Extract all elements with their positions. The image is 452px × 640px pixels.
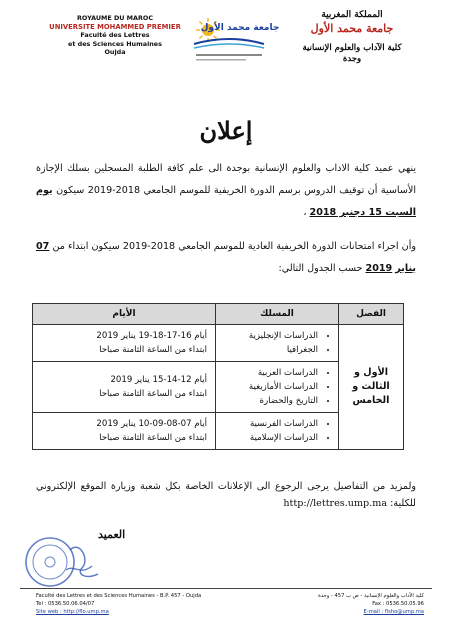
announcement-paragraph-1 — [36, 158, 416, 224]
header-faculty-fr: Faculté des Lettres — [80, 31, 150, 40]
header-faculty-ar-line2: وجدة — [342, 54, 362, 64]
footer-tel: Tel : 0536.50.06.04/07 — [36, 601, 95, 607]
table-header-row — [33, 304, 404, 325]
track-item: • الدراسات الفرنسية — [222, 417, 318, 431]
track-item: • الدراسات الأمازيغية — [222, 380, 318, 394]
footer-email-link[interactable]: E-mail : flsho@ump.ma — [363, 609, 424, 615]
footer-website-link[interactable]: Site web : http://flo.ump.ma — [36, 609, 109, 615]
more-info-text: ولمزيد من التفاصيل يرجى الرجوع الى الإعلانات الخاصة بكل شعبة وزيارة الموقع الإلكتروني للكلية: — [36, 481, 416, 509]
header-track: المسلك — [216, 304, 339, 325]
days-cell — [33, 413, 216, 450]
logo-caption: جامعة محمد الأول — [200, 23, 280, 33]
page-title: إعلان — [199, 116, 253, 145]
header-arabic — [282, 10, 422, 65]
footer-address-fr: Faculté des Lettres et des Sciences Humaines - B.P. 457 - Oujda — [36, 593, 202, 599]
table-row — [33, 325, 404, 362]
header-french — [36, 14, 194, 57]
header-university-ar: جامعة محمد الأول — [310, 22, 394, 35]
exam-schedule-table — [32, 303, 404, 450]
footer-address-ar: كلية الآداب والعلوم الإنسانية - ص ب 457 - وجدة — [318, 593, 424, 599]
exam-days: أيام 12-14-15 يناير 2019 — [110, 375, 207, 385]
dean-signature-label: العميد — [98, 528, 126, 541]
footer-arabic — [318, 592, 424, 616]
header-semester: الفصل — [339, 304, 404, 325]
university-logo — [192, 14, 280, 66]
header-faculty-ar — [282, 43, 422, 65]
paragraph-2-end: حسب الجدول التالي: — [278, 263, 366, 274]
days-cell — [33, 362, 216, 413]
header-days: الأيام — [33, 304, 216, 325]
stamp-icon — [20, 530, 102, 590]
exam-time: ابتداء من الساعة الثامنة صباحا — [99, 389, 207, 399]
header-faculty-fr-2: et des Sciences Humaines — [68, 39, 162, 48]
exam-start-day: 07 — [36, 241, 50, 252]
paragraph-2-text: وأن اجراء امتحانات الدورة الخريفية العادية للموسم الجامعي 2018-2019 سيكون ابتداء من — [49, 241, 416, 252]
track-item: • الدراسات الإنجليزية — [222, 329, 318, 343]
track-item: • التاريخ والحضارة — [222, 394, 318, 408]
exam-time: ابتداء من الساعة الثامنة صباحا — [99, 345, 207, 355]
semester-cell: الأول و الثالث و الخامس — [339, 325, 404, 450]
paragraph-1-text: ينهي عميد كلية الاداب والعلوم الإنسانية بوجدة الى علم كافة الطلبة المسجلين بسلك الإجازة الأساسية أن توقيف الدروس برسم الدورة الخريفية للموسم الجامعي 2018-2019 سيكون — [36, 163, 417, 196]
header-university-fr: UNIVERSITE MOHAMMED PREMIER — [49, 22, 181, 31]
exam-start-month: يناير — [395, 263, 416, 274]
track-cell — [216, 362, 339, 413]
track-cell — [216, 325, 339, 362]
exam-time: ابتداء من الساعة الثامنة صباحا — [99, 433, 207, 443]
days-cell — [33, 325, 216, 362]
track-item: • الدراسات الإسلامية — [222, 431, 318, 445]
track-cell — [216, 413, 339, 450]
header-kingdom-ar: المملكة المغربية — [321, 10, 383, 20]
more-info-paragraph — [36, 478, 416, 512]
announcement-paragraph-2 — [36, 236, 416, 280]
exam-days: أيام 16-17-18-19 يناير 2019 — [96, 331, 207, 341]
header-faculty-ar-line1: كلية الآداب والعلوم الإنسانية — [302, 43, 402, 53]
exam-start-year: 2019 — [365, 263, 393, 274]
footer-divider — [20, 588, 432, 589]
header-city-fr: Oujda — [104, 48, 126, 57]
website-link[interactable]: http://lettres.ump.ma — [283, 498, 388, 509]
footer-french — [36, 592, 201, 616]
track-item: • الدراسات العربية — [222, 366, 318, 380]
header-kingdom-fr: ROYAUME DU MAROC — [76, 14, 154, 22]
stop-date: يوم السبت 15 دجنبر 2018 — [36, 185, 416, 218]
track-item: • الجغرافيا — [222, 343, 318, 357]
footer-fax: Fax : 0536.50.05.96 — [372, 601, 424, 607]
paragraph-1-end: ، — [303, 207, 310, 218]
exam-days: أيام 07-08-09-10 يناير 2019 — [96, 419, 207, 429]
